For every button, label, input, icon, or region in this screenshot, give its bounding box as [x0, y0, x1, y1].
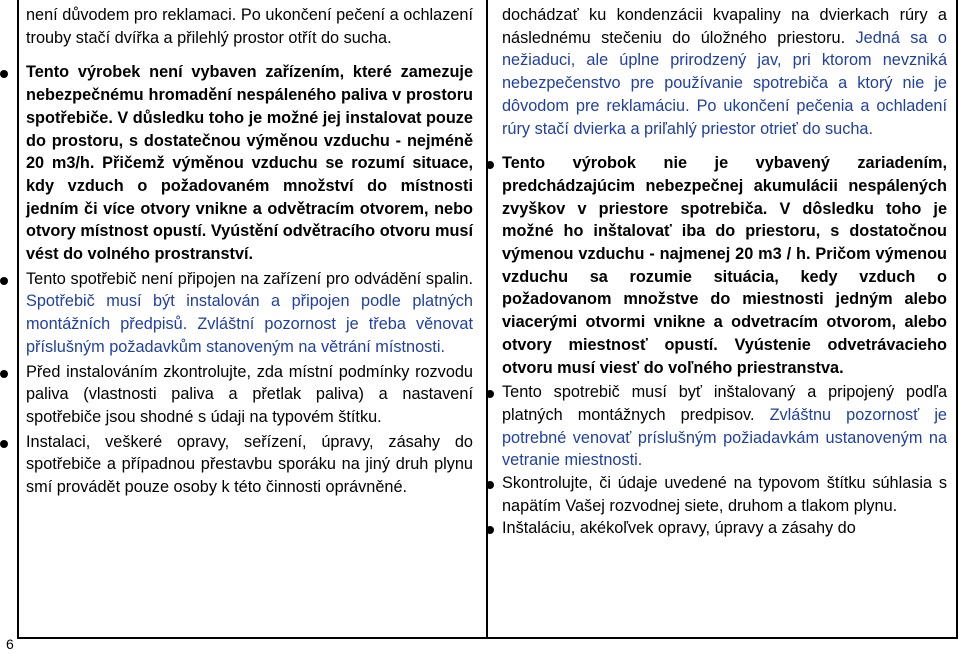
left-bullet-2a-text: Tento spotřebič není připojen na zařízení pro odvádění spalin. [26, 269, 473, 288]
left-bullet-2c-text: Zvláštní pozornost je třeba věnovat příslušným požadavkům stanoveným na větrání místnosti. [26, 315, 473, 356]
right-bullet-3-text: Skontrolujte, či údaje uvedené na typovom štítku súhlasia s napätím Vašej rozvodnej siete, druhom a tlakom plynu. [502, 474, 947, 515]
right-intro-c: Po ukončení pečenia a ochladení rúry stačí dvierka a priľahlý priestor otrieť do sucha. [502, 96, 947, 138]
left-bullet-2 [26, 268, 473, 359]
bullet-dot-icon [0, 277, 8, 285]
left-intro: není důvodem pro reklamaci. Po ukončení pečení a ochlazení trouby stačí dvířka a přilehlý prostor otřít do sucha. [26, 6, 473, 47]
bullet-dot-icon [0, 370, 8, 378]
bullet-dot-icon [0, 70, 8, 78]
right-bullet-2 [502, 381, 947, 472]
left-bullet-4 [26, 431, 473, 499]
left-bullet-1 [26, 61, 473, 265]
left-bullet-3-text: Před instalováním zkontrolujte, zda místní podmínky rozvodu paliva (vlastnosti paliva a přetlak paliva) a nastavení spotřebiče jsou shodné s údaji na typovém štítku. [26, 362, 473, 426]
right-intro [502, 4, 947, 140]
left-bullet-3 [26, 361, 473, 429]
right-bullet-3 [502, 472, 947, 517]
left-bullet-4-text: Instalaci, veškeré opravy, seřízení, úpravy, zásahy do spotřebiče a případnou přestavbu sporáku na jiný druh plynu smí provádět pouze osoby k této činnosti oprávněné. [26, 432, 473, 497]
right-column-slovak [502, 4, 947, 540]
right-bullet-2b-text: Zvláštnu pozornosť je potrebné venovať príslušným požiadavkám ustanoveným na vetranie miestnosti. [502, 405, 947, 470]
page-number: 6 [6, 636, 14, 652]
right-bullet-1-text: Tento výrobok nie je vybavený zariadením, predchádzajúcim nebezpečnej akumulácii nespálených zvyškov v priestore spotrebiča. V dôsledku toho je možné ho inštalovať iba do priestoru, s dostatočnou výmenou vzduchu - najmenej 20 m3 / h. Pričom výmenou vzduchu sa rozumie situácia, kedy vzduch o požadovanom množstve do miestnosti jedným alebo viacerými otvormi vnikne a odvetracím otvorom, alebo otvory miestnosť opustí. Vyústenie odvetrávacieho otvoru musí viesť do voľného priestranstva. [502, 154, 947, 377]
right-intro-a: dochádzať ku kondenzácii kvapaliny na dvierkach rúry a následnému stečeniu do úložného priestoru. [502, 6, 947, 47]
right-intro-b: Jedná sa o nežiaduci, ale úplne prirodzený jav, pri ktorom nevzniká nebezpečenstvo pre používanie spotrebiča a ktorý nie je dôvodom pre reklamáciu. [502, 28, 947, 115]
right-bullet-4-text: Inštaláciu, akékoľvek opravy, úpravy a zásahy do [502, 519, 856, 538]
bullet-dot-icon [486, 481, 494, 489]
right-bullet-2a-text: Tento spotrebič musí byť inštalovaný a pripojený podľa platných montážnych predpisov. [502, 383, 947, 424]
left-column-czech [26, 4, 473, 499]
right-bullet-1 [502, 152, 947, 379]
left-bullet-2b-text: Spotřebič musí být instalován a připojen podle platných montážních předpisů. [26, 292, 473, 334]
right-bullet-4 [502, 517, 947, 540]
bullet-dot-icon [0, 440, 8, 448]
column-divider [486, 0, 488, 639]
left-bullet-1-text: Tento výrobek není vybaven zařízením, které zamezuje nebezpečnému hromadění nespáleného paliva v prostoru spotřebiče. V důsledku toho je možné jej instalovat pouze do prostoru, s dostatečnou výměnou vzduchu - nejméně 20 m3/h. Přičemž výměnou vzduchu se rozumí situace, kdy vzduch o požadovaném množství do místnosti jedním či více otvory vnikne a odvětracím otvorem, nebo otvory místnost opustí. Vyústění odvětracího otvoru musí vést do volného prostranství. [26, 63, 473, 264]
